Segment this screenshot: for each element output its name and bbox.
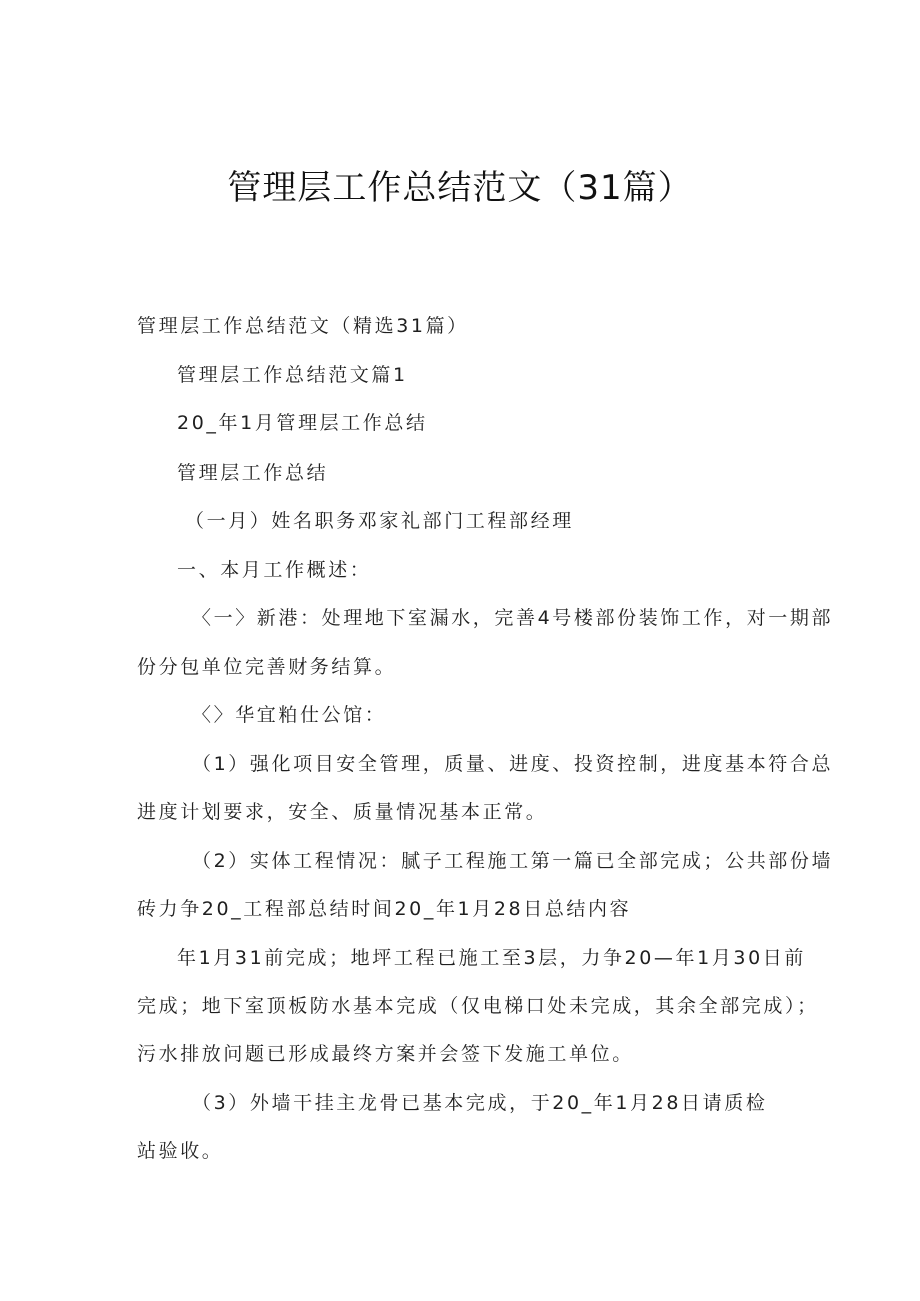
summary-heading: 管理层工作总结范文（精选31篇） [137,315,469,337]
document-title: 管理层工作总结范文（31篇） [227,168,693,208]
paragraph-line: （2）实体工程情况：腻子工程施工第一篇已全部完成；公共部份墙 [192,850,834,872]
staff-info-line: （一月）姓名职务邓家礼部门工程部经理 [185,510,574,532]
paragraph-line: 站验收。 [137,1140,224,1162]
paragraph-line: 砖力争20_工程部总结时间20_年1月28日总结内容 [137,898,632,920]
paragraph-line: 份分包单位完善财务结算。 [137,656,397,678]
paragraph-line: 年1月31前完成；地坪工程已施工至3层，力争20—年1月30日前 [177,947,806,969]
report-title: 20_年1月管理层工作总结 [177,412,428,434]
paragraph-line: 〈一〉新港：处理地下室漏水，完善4号楼部份装饰工作，对一期部 [192,607,834,629]
paragraph-line: 〈〉华宜粕仕公馆： [192,704,387,726]
paragraph-line: （3）外墙干挂主龙骨已基本完成，于20_年1月28日请质检 [192,1092,768,1114]
article-heading: 管理层工作总结范文篇1 [177,364,408,386]
paragraph-line: 污水排放问题已形成最终方案并会签下发施工单位。 [137,1043,634,1065]
section-heading: 一、本月工作概述： [177,559,372,581]
paragraph-line: 进度计划要求，安全、质量情况基本正常。 [137,801,548,823]
paragraph-line: （1）强化项目安全管理，质量、进度、投资控制，进度基本符合总 [192,753,834,775]
paragraph-line: 完成；地下室顶板防水基本完成（仅电梯口处未完成，其余全部完成）； [137,995,819,1017]
report-subtitle: 管理层工作总结 [177,462,329,484]
